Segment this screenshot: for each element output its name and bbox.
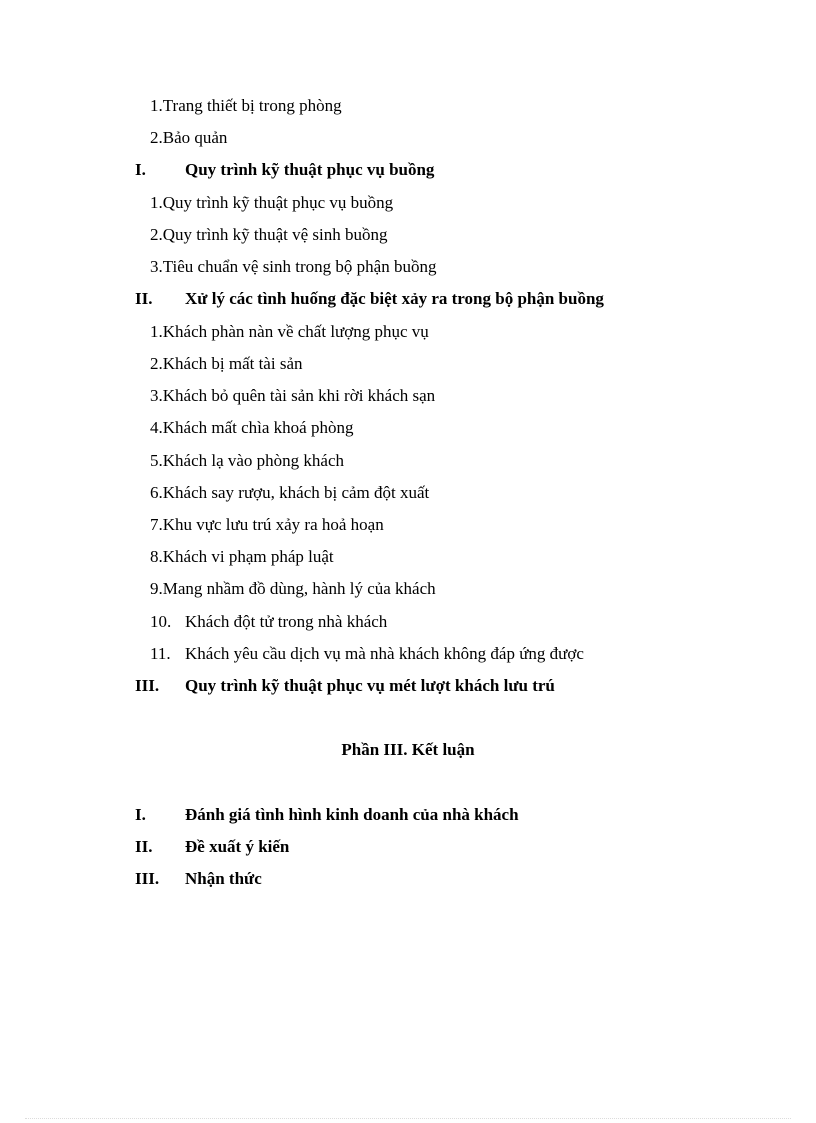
- list-item: 1.Quy trình kỹ thuật phục vụ buồng: [150, 193, 394, 212]
- list-item: 3.Khách bỏ quên tài sản khi rời khách sạn: [150, 386, 436, 405]
- part-title: Phần III. Kết luận: [341, 740, 475, 759]
- list-item: 7.Khu vực lưu trú xảy ra hoả hoạn: [150, 515, 384, 534]
- section-numeral: I.: [135, 160, 146, 179]
- section-title: Nhận thức: [185, 869, 262, 888]
- list-item: 6.Khách say rượu, khách bị cảm đột xuất: [150, 483, 430, 502]
- list-item: 1.Trang thiết bị trong phòng: [150, 96, 342, 115]
- section-numeral: I.: [135, 805, 146, 824]
- list-item: 9.Mang nhầm đồ dùng, hành lý của khách: [150, 579, 436, 598]
- section-numeral: II.: [135, 289, 153, 308]
- list-item: 8.Khách vi phạm pháp luật: [150, 547, 334, 566]
- item-text: Khách đột tử trong nhà khách: [185, 612, 388, 631]
- list-item: 1.Khách phàn nàn về chất lượng phục vụ: [150, 322, 429, 341]
- item-number: 11.: [150, 644, 171, 663]
- section-title: Đánh giá tình hình kinh doanh của nhà khách: [185, 805, 519, 824]
- section-title: Xử lý các tình huống đặc biệt xảy ra trong bộ phận buồng: [185, 289, 604, 308]
- section-numeral: III.: [135, 676, 160, 695]
- section-numeral: III.: [135, 869, 160, 888]
- list-item: 3.Tiêu chuẩn vệ sinh trong bộ phận buồng: [150, 257, 437, 276]
- list-item: 2.Bảo quản: [150, 128, 228, 147]
- list-item: 4.Khách mất chìa khoá phòng: [150, 418, 354, 437]
- section-title: Quy trình kỹ thuật phục vụ buồng: [185, 160, 435, 179]
- list-item: 2.Quy trình kỹ thuật vệ sinh buồng: [150, 225, 388, 244]
- section-title: Quy trình kỹ thuật phục vụ mét lượt khách lưu trú: [185, 676, 555, 695]
- list-item: 5.Khách lạ vào phòng khách: [150, 451, 345, 470]
- item-number: 10.: [150, 612, 172, 631]
- item-text: Khách yêu cầu dịch vụ mà nhà khách không đáp ứng được: [185, 644, 584, 663]
- section-title: Đề xuất ý kiến: [185, 837, 290, 856]
- section-numeral: II.: [135, 837, 153, 856]
- page-bottom-divider: [25, 1118, 791, 1119]
- list-item: 2.Khách bị mất tài sản: [150, 354, 303, 373]
